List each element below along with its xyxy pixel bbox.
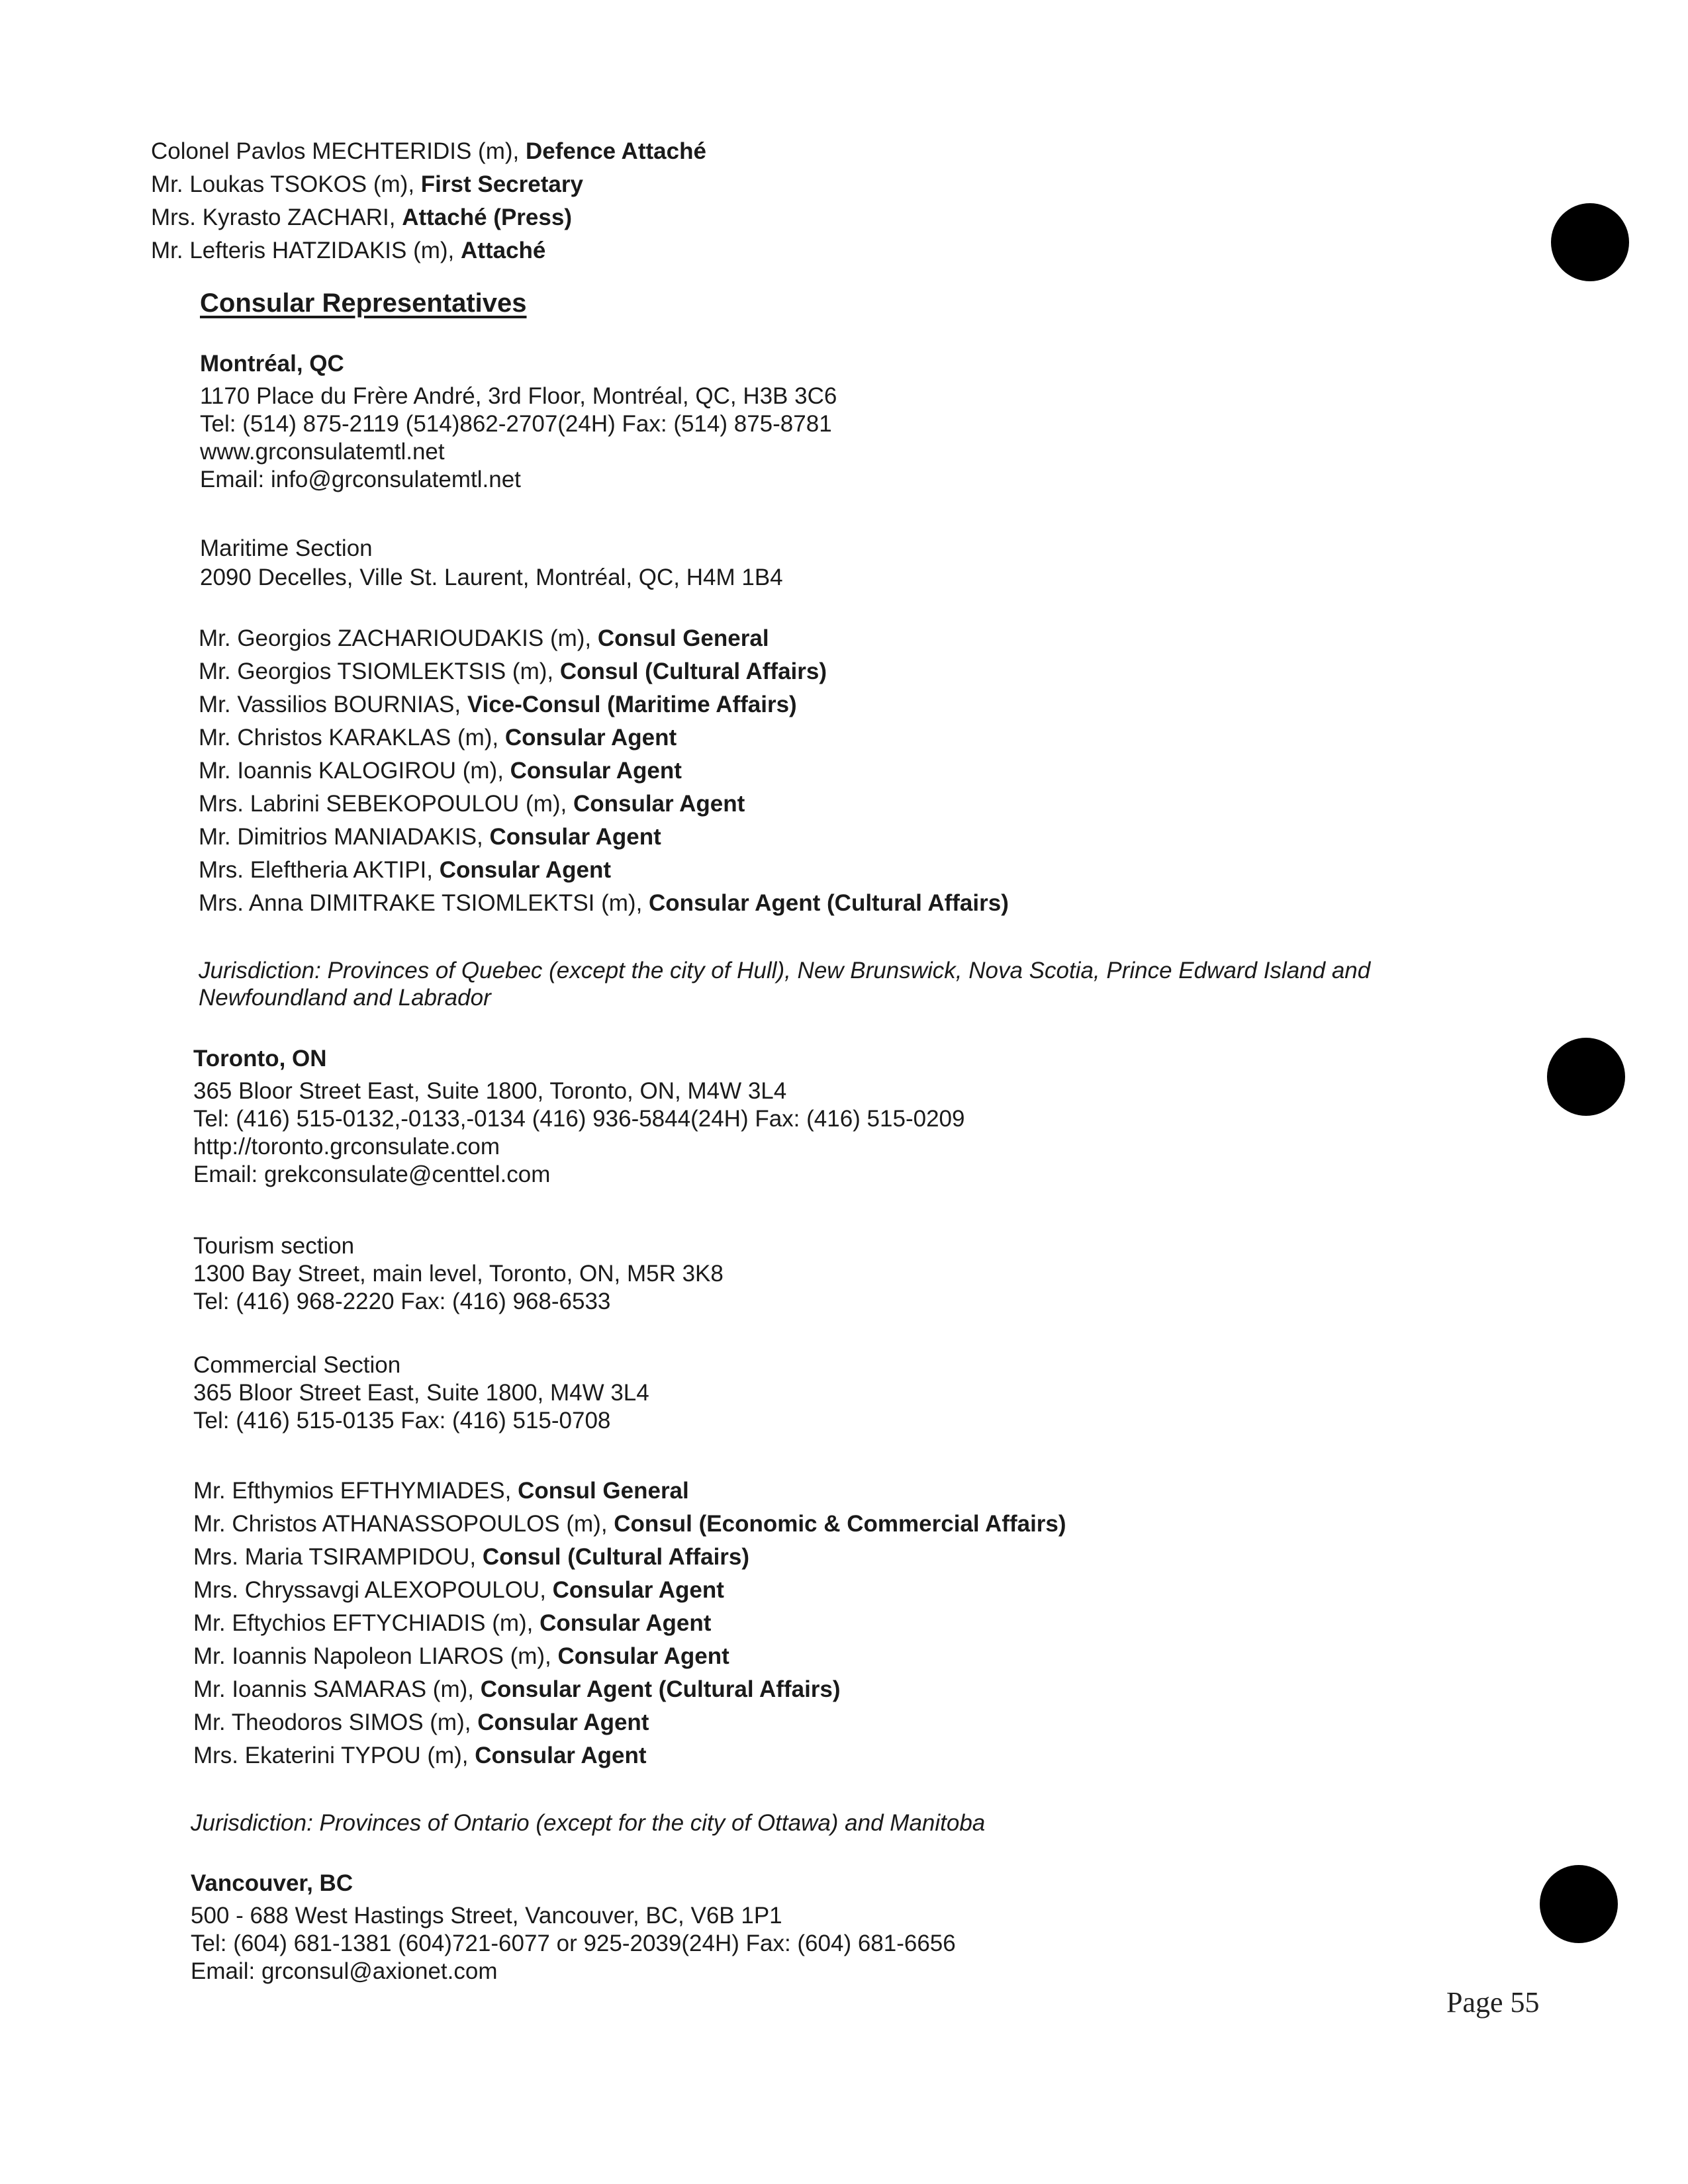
punch-hole	[1540, 1865, 1618, 1943]
city-heading-montreal: Montréal, QC	[200, 351, 344, 377]
staff-line: Mrs. Anna DIMITRAKE TSIOMLEKTSI (m), Consular Agent (Cultural Affairs)	[199, 890, 1009, 916]
city-heading-toronto: Toronto, ON	[193, 1046, 327, 1071]
staff-line: Mr. Dimitrios MANIADAKIS, Consular Agent	[199, 824, 661, 850]
section-label: Commercial Section	[193, 1352, 401, 1378]
city-heading-vancouver: Vancouver, BC	[191, 1870, 353, 1896]
staff-line: Mrs. Labrini SEBEKOPOULOU (m), Consular Agent	[199, 791, 745, 817]
staff-line: Mrs. Ekaterini TYPOU (m), Consular Agent	[193, 1743, 647, 1768]
address-line: 1170 Place du Frère André, 3rd Floor, Montréal, QC, H3B 3C6	[200, 383, 837, 409]
punch-hole	[1551, 203, 1629, 281]
email-line: Email: grekconsulate@centtel.com	[193, 1161, 551, 1187]
staff-line: Mr. Vassilios BOURNIAS, Vice-Consul (Maritime Affairs)	[199, 692, 797, 717]
jurisdiction-note: Jurisdiction: Provinces of Ontario (except for the city of Ottawa) and Manitoba	[191, 1810, 986, 1836]
staff-line: Mr. Lefteris HATZIDAKIS (m), Attaché	[151, 238, 546, 263]
staff-line: Mr. Loukas TSOKOS (m), First Secretary	[151, 171, 583, 197]
address-line: 365 Bloor Street East, Suite 1800, Toronto, ON, M4W 3L4	[193, 1078, 787, 1104]
staff-line: Mrs. Maria TSIRAMPIDOU, Consul (Cultural Affairs)	[193, 1544, 750, 1570]
phone-line: Tel: (416) 515-0132,-0133,-0134 (416) 936-5844(24H) Fax: (416) 515-0209	[193, 1106, 965, 1132]
section-label: Maritime Section	[200, 535, 373, 561]
staff-line: Mrs. Eleftheria AKTIPI, Consular Agent	[199, 857, 612, 883]
staff-line: Mr. Georgios ZACHARIOUDAKIS (m), Consul General	[199, 625, 769, 651]
staff-line: Mr. Christos ATHANASSOPOULOS (m), Consul (Economic & Commercial Affairs)	[193, 1511, 1066, 1537]
phone-line: Tel: (416) 515-0135 Fax: (416) 515-0708	[193, 1408, 611, 1433]
address-line: 1300 Bay Street, main level, Toronto, ON, M5R 3K8	[193, 1261, 724, 1287]
staff-line: Mr. Ioannis Napoleon LIAROS (m), Consular Agent	[193, 1643, 729, 1669]
staff-line: Mr. Georgios TSIOMLEKTSIS (m), Consul (Cultural Affairs)	[199, 659, 827, 684]
phone-line: Tel: (604) 681-1381 (604)721-6077 or 925-2039(24H) Fax: (604) 681-6656	[191, 1931, 956, 1956]
address-line: 500 - 688 West Hastings Street, Vancouver, BC, V6B 1P1	[191, 1903, 782, 1929]
staff-line: Colonel Pavlos MECHTERIDIS (m), Defence Attaché	[151, 138, 706, 164]
punch-hole	[1547, 1038, 1625, 1116]
staff-line: Mr. Christos KARAKLAS (m), Consular Agent	[199, 725, 677, 751]
staff-line: Mr. Ioannis SAMARAS (m), Consular Agent (Cultural Affairs)	[193, 1676, 841, 1702]
staff-line: Mr. Ioannis KALOGIROU (m), Consular Agent	[199, 758, 682, 784]
staff-line: Mr. Theodoros SIMOS (m), Consular Agent	[193, 1709, 649, 1735]
address-line: 365 Bloor Street East, Suite 1800, M4W 3L4	[193, 1380, 649, 1406]
website-link: www.grconsulatemtl.net	[200, 439, 445, 465]
phone-line: Tel: (514) 875-2119 (514)862-2707(24H) Fax: (514) 875-8781	[200, 411, 832, 437]
staff-line: Mrs. Chryssavgi ALEXOPOULOU, Consular Agent	[193, 1577, 724, 1603]
section-label: Tourism section	[193, 1233, 355, 1259]
staff-line: Mr. Eftychios EFTYCHIADIS (m), Consular Agent	[193, 1610, 712, 1636]
jurisdiction-note: Jurisdiction: Provinces of Quebec (except the city of Hull), New Brunswick, Nova Scotia, Prince Edward Island and Newfoundland and Labrador	[199, 958, 1371, 1011]
phone-line: Tel: (416) 968-2220 Fax: (416) 968-6533	[193, 1289, 611, 1314]
page-number: Page 55	[1446, 1986, 1540, 2019]
email-line: Email: grconsul@axionet.com	[191, 1958, 498, 1984]
section-heading: Consular Representatives	[200, 289, 527, 318]
staff-line: Mr. Efthymios EFTHYMIADES, Consul General	[193, 1478, 689, 1504]
website-link: http://toronto.grconsulate.com	[193, 1134, 500, 1160]
email-line: Email: info@grconsulatemtl.net	[200, 467, 521, 492]
staff-line: Mrs. Kyrasto ZACHARI, Attaché (Press)	[151, 205, 572, 230]
address-line: 2090 Decelles, Ville St. Laurent, Montréal, QC, H4M 1B4	[200, 565, 783, 590]
